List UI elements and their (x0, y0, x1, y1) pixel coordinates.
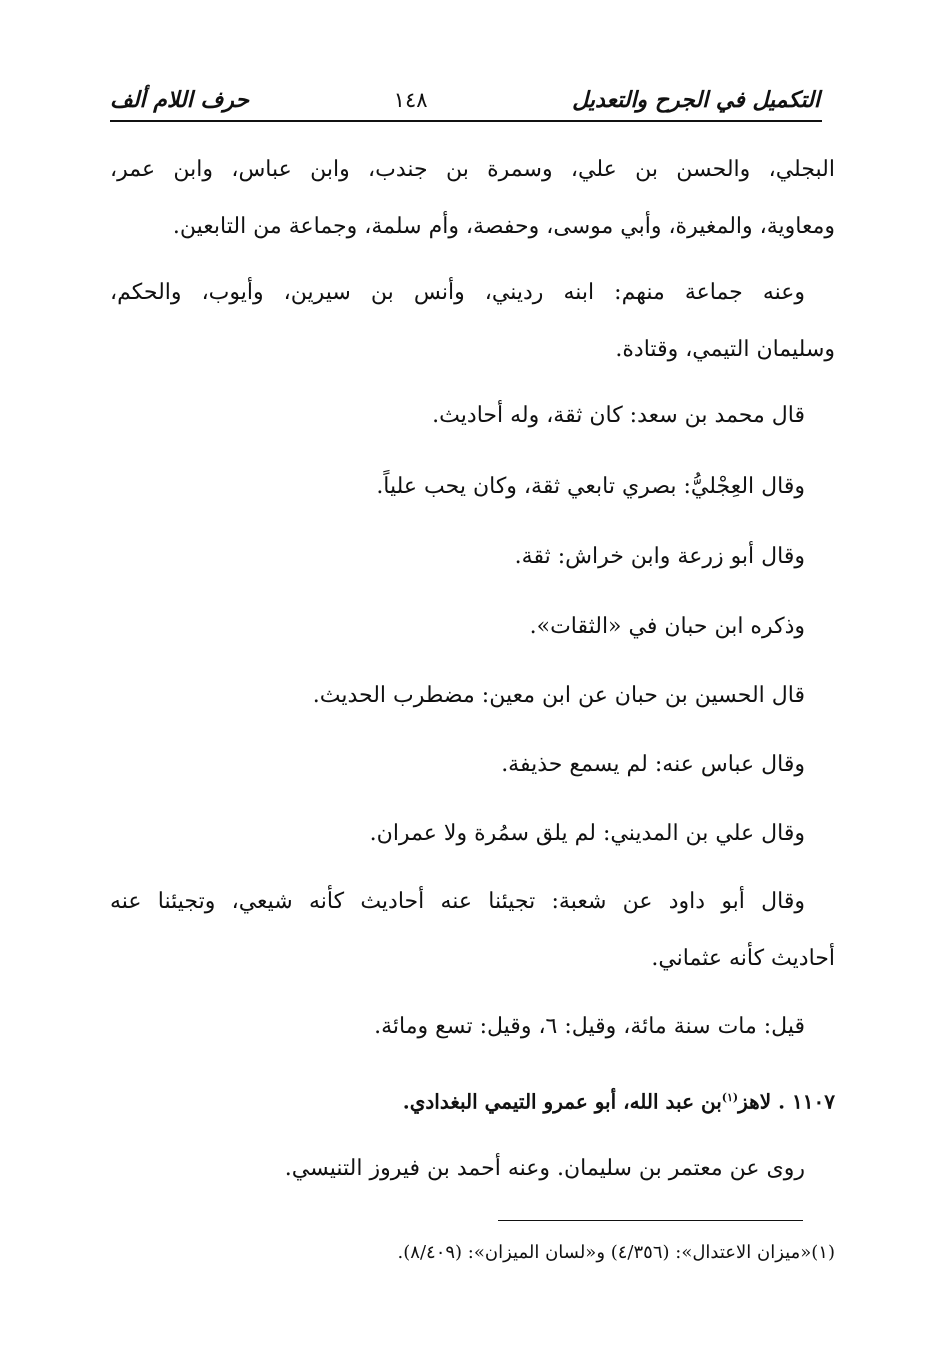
running-header (110, 80, 820, 120)
body-line-8: وذكره ابن حبان في «الثقات». (529, 614, 805, 639)
body-line-5: قال محمد بن سعد: كان ثقة، وله أحاديث. (432, 403, 805, 428)
footnote: (١)«ميزان الاعتدال»: (٤/٣٥٦) و«لسان الميزان»: (٨/٤٠٩). (397, 1242, 835, 1263)
body-line-9: قال الحسين بن حبان عن ابن معين: مضطرب الحديث. (312, 683, 805, 708)
footnote-rule (498, 1220, 803, 1221)
body-line-4: وسليمان التيمي، وقتادة. (615, 337, 835, 362)
entry-name: لاهز (738, 1089, 772, 1114)
body-line-11: وقال علي بن المديني: لم يلق سمُرة ولا عمران. (369, 821, 805, 846)
body-line-10: وقال عباس عنه: لم يسمع حذيفة. (501, 752, 805, 777)
body-line-7: وقال أبو زرعة وابن خراش: ثقة. (514, 544, 805, 569)
footnote-marker: (١) (721, 1091, 739, 1104)
header-chapter: حرف اللام ألف (110, 87, 250, 113)
page-number: ١٤٨ (393, 88, 428, 112)
body-line-12: وقال أبو داود عن شعبة: تجيئنا عنه أحاديث كأنه شيعي، وتجيئنا عنه (110, 889, 805, 914)
entry-heading (110, 1081, 835, 1119)
body-line-13: أحاديث كأنه عثماني. (651, 946, 835, 971)
body-line-2: ومعاوية، والمغيرة، وأبي موسى، وحفصة، وأم سلمة، وجماعة من التابعين. (172, 214, 835, 239)
body-line-3: وعنه جماعة منهم: ابنه رديني، وأنس بن سيرين، وأيوب، والحكم، (110, 280, 805, 305)
body-line-14: قيل: مات سنة مائة، وقيل: ٦، وقيل: تسع ومائة. (374, 1014, 805, 1039)
entry-name-rest: بن عبد الله، أبو عمرو التيمي البغدادي. (402, 1089, 722, 1114)
body-line-6: وقال العِجْليُّ: بصري تابعي ثقة، وكان يحب علياً. (376, 474, 805, 499)
entry-number: ١١٠٧ . (778, 1089, 835, 1114)
body-line-15: روى عن معتمر بن سليمان. وعنه أحمد بن فيروز التنيسي. (284, 1156, 805, 1181)
header-rule (110, 120, 822, 122)
body-line-1: البجلي، والحسن بن علي، وسمرة بن جندب، وابن عباس، وابن عمر، (110, 157, 835, 182)
header-book-title: التكميل في الجرح والتعديل (572, 87, 820, 113)
